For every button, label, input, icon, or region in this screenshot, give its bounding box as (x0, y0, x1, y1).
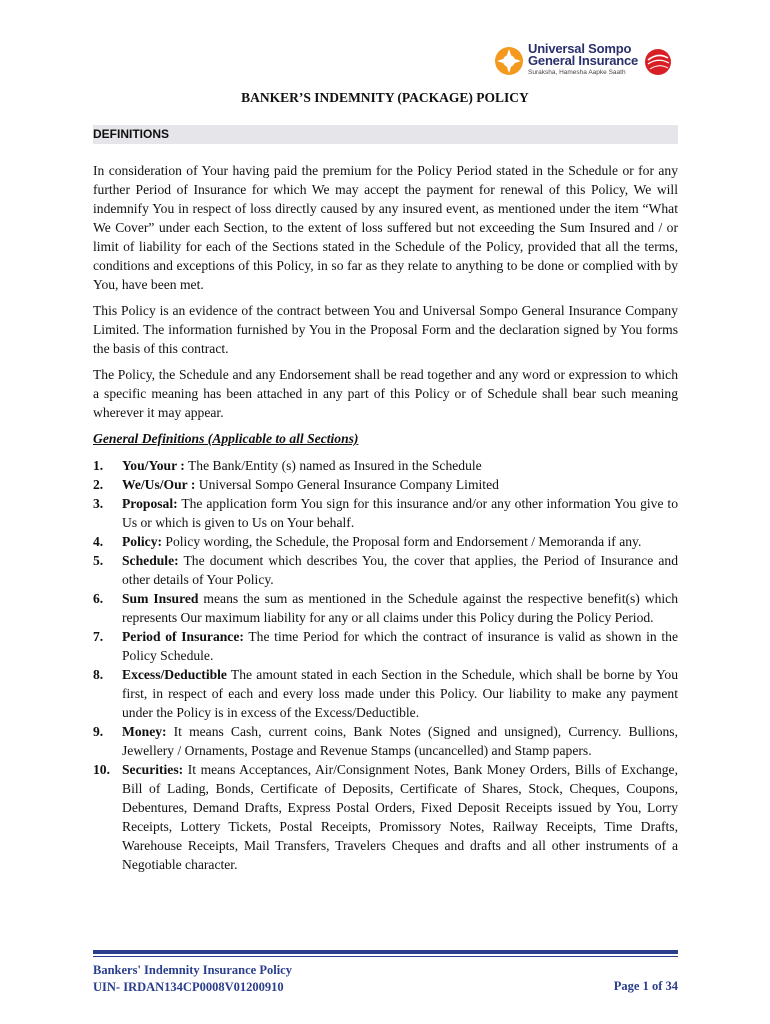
footer-divider (93, 950, 678, 954)
page-number: Page 1 of 34 (613, 979, 678, 993)
logo-line2: General Insurance (528, 53, 639, 68)
definitions-list (93, 456, 678, 874)
section-heading: DEFINITIONS (93, 127, 170, 141)
definition-item: 5. Schedule: The document which describes You, the cover that applies, the Period of Insurance and other details of Your Policy. (93, 553, 678, 587)
definition-item: 9. Money: It means Cash, current coins, Bank Notes (Signed and unsigned), Currency. Bullions, Jewellery / Ornaments, Postage and Revenue Stamps (uncancelled) and Stamp papers. (93, 724, 678, 758)
definition-item: 2. We/Us/Our : Universal Sompo General Insurance Company Limited (93, 477, 499, 492)
definition-item: 8. Excess/Deductible The amount stated in each Section in the Schedule, which shall be borne by You first, in respect of each and every loss made under this Policy. Our liability to make any payment under the Policy is in excess of the Excess/Deductible. (93, 667, 678, 720)
footer-uin: UIN- IRDAN134CP0008V01200910 (93, 980, 284, 994)
intro-paragraph-3: The Policy, the Schedule and any Endorsement shall be read together and any word or expression to which a specific meaning has been attached in any part of this Policy or of Schedule shall bear such meaning wherever it may appear. (93, 367, 678, 420)
definition-item: 10. Securities: It means Acceptances, Air/Consignment Notes, Bank Money Orders, Bills of Exchange, Bill of Lading, Bonds, Certificate of Deposits, Certificate of Shares, Stock, Cheques, Coupons, Debentures, Demand Drafts, Express Postal Orders, Fixed Deposit Receipts issued by You, Lorry Receipts, Lottery Tickets, Postal Receipts, Promissory Notes, Railway Receipts, Time Drafts, Warehouse Receipts, Mail Transfers, Travelers Cheques and drafts and all other instruments of a Negotiable character. (93, 762, 678, 872)
definition-item: 3. Proposal: The application form You sign for this insurance and/or any other information You give to Us or which is given to Us on Your behalf. (93, 496, 678, 530)
definition-item: 6. Sum Insured means the sum as mentioned in the Schedule against the respective benefit(s) which represents Our maximum liability for any or all claims under this Policy during the Policy Period. (93, 591, 678, 625)
definition-item: 7. Period of Insurance: The time Period for which the contract of insurance is valid as shown in the Policy Schedule. (93, 629, 678, 663)
logo-tagline: Suraksha, Hamesha Aapke Saath (528, 69, 626, 76)
logo-line1: Universal Sompo (528, 41, 632, 56)
definition-item: 4. Policy: Policy wording, the Schedule, the Proposal form and Endorsement / Memoranda if any. (93, 534, 642, 549)
company-logo (494, 43, 684, 79)
footer-policy-name: Bankers' Indemnity Insurance Policy (93, 963, 292, 977)
document-title: BANKER’S INDEMNITY (PACKAGE) POLICY (241, 90, 529, 105)
intro-paragraph-1: In consideration of Your having paid the premium for the Policy Period stated in the Schedule or for any further Period of Insurance for which We may accept the payment for renewal of this Policy, We will indemnify You in respect of loss directly caused by any insured event, as mentioned under the item “What We Cover” under each Section, to the extent of loss suffered but not exceeding the Sum Insured and / or limit of liability for each of the Sections stated in the Schedule of the Policy, provided that all the terms, conditions and exceptions of this Policy, in so far as they relate to anything to be done or complied with by You, have been met. (93, 163, 678, 292)
footer-divider-thin (93, 956, 678, 957)
section-heading-bar (93, 125, 678, 144)
footer-info (93, 962, 292, 996)
document-body (93, 161, 678, 874)
intro-paragraph-2: This Policy is an evidence of the contract between You and Universal Sompo General Insurance Company Limited. The information furnished by You in the Proposal Form and the declaration signed by You forms the basis of this contract. (93, 303, 678, 356)
red-sphere-icon (644, 48, 672, 76)
sompo-emblem-icon (494, 46, 524, 76)
general-definitions-heading: General Definitions (Applicable to all Sections) (93, 431, 359, 446)
definition-item: 1. You/Your : The Bank/Entity (s) named as Insured in the Schedule (93, 458, 482, 473)
